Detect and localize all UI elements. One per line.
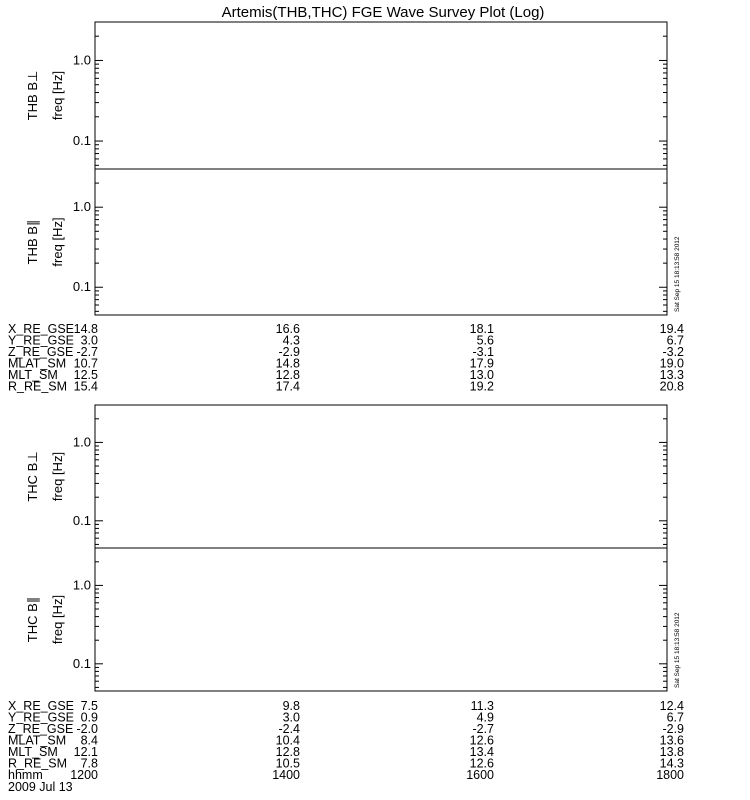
y-axis-label: freq [Hz] [50, 451, 65, 502]
ephemeris-value: 7.5 [80, 699, 98, 713]
y-axis-label: freq [Hz] [50, 594, 65, 645]
y-tick-label: 1.0 [72, 52, 91, 68]
ephemeris-value: 6.7 [666, 710, 684, 725]
ephemeris-value: 13.4 [469, 745, 494, 759]
ephemeris-value: 20.8 [659, 379, 684, 394]
panel-3 [25, 405, 667, 548]
ephemeris-value: 12.5 [73, 368, 98, 382]
ephemeris-name: Z_RE_GSE [8, 345, 74, 359]
panel-frame [95, 548, 667, 691]
ephemeris-name: MLAT_SM [8, 733, 67, 748]
ephemeris-name: MLT_SM [8, 368, 58, 382]
y-tick-label: 1.0 [72, 434, 91, 450]
ephemeris-value: 19.0 [659, 356, 684, 371]
ephemeris-value: 19.2 [469, 379, 494, 394]
ephemeris-row [8, 345, 684, 359]
ephemeris-value: 13.8 [659, 745, 684, 759]
panel-4 [25, 548, 667, 691]
ephemeris-value: 15.4 [73, 379, 98, 394]
ephemeris-value: 10.7 [73, 356, 98, 371]
panel-frame [95, 22, 667, 169]
ephemeris-value: 4.3 [282, 333, 300, 348]
ephemeris-row [8, 699, 684, 713]
ephemeris-value: 6.7 [666, 333, 684, 348]
y-tick-label: 0.1 [72, 655, 91, 671]
ephemeris-table-thc [8, 699, 684, 782]
timestamp-stamp-thb: Sat Sep 15 18:13:58 2012 [674, 236, 681, 312]
probe-label: THC B⊥ [25, 451, 40, 502]
ephemeris-row [8, 745, 684, 759]
ephemeris-value: 12.4 [659, 699, 684, 713]
ephemeris-value: 14.8 [73, 322, 98, 336]
ephemeris-value: 17.9 [469, 356, 494, 371]
ephemeris-value: 0.9 [80, 710, 98, 725]
figure-title: Artemis(THB,THC) FGE Wave Survey Plot (Log) [221, 4, 545, 21]
ephemeris-value: 4.9 [476, 710, 494, 725]
ephemeris-value: 1400 [272, 768, 300, 782]
ephemeris-name: X_RE_GSE [8, 322, 75, 336]
ephemeris-row [8, 734, 684, 748]
ephemeris-name: Y_RE_GSE [8, 333, 75, 348]
y-tick-label: 0.1 [72, 279, 91, 295]
ephemeris-value: 10.5 [275, 756, 300, 771]
ephemeris-value: 12.8 [275, 368, 300, 382]
ephemeris-name: MLAT_SM [8, 356, 67, 371]
ephemeris-value: -2.0 [76, 722, 98, 736]
ephemeris-row [8, 380, 684, 394]
ephemeris-value: 12.6 [469, 733, 494, 748]
ephemeris-name: R_RE_SM [8, 379, 68, 394]
ephemeris-value: 9.8 [282, 699, 300, 713]
ephemeris-value: 19.4 [659, 322, 684, 336]
y-tick-label: 0.1 [72, 133, 91, 149]
probe-label: THB B∥ [25, 219, 40, 265]
footer-date: 2009 Jul 13 [8, 780, 73, 794]
ephemeris-name: Y_RE_GSE [8, 710, 75, 725]
ephemeris-name: Z_RE_GSE [8, 722, 74, 736]
panel-2 [25, 169, 667, 315]
ephemeris-value: 12.8 [275, 745, 300, 759]
ephemeris-value: 17.4 [275, 379, 300, 394]
probe-label: THC B∥ [25, 596, 40, 643]
ephemeris-value: 14.3 [659, 756, 684, 771]
ephemeris-value: 7.8 [80, 756, 98, 771]
y-tick-label: 1.0 [72, 577, 91, 593]
ephemeris-value: -2.4 [278, 722, 300, 736]
y-tick-label: 0.1 [72, 512, 91, 528]
ephemeris-value: 13.6 [659, 733, 684, 748]
panel-frame [95, 405, 667, 548]
ephemeris-value: 10.4 [275, 733, 300, 748]
ephemeris-row [8, 711, 684, 725]
ephemeris-value: -2.7 [76, 345, 98, 359]
panel-frame [95, 169, 667, 315]
ephemeris-row [8, 768, 684, 782]
timestamp-stamp-thc: Sat Sep 15 18:13:58 2012 [674, 612, 681, 688]
ephemeris-value: 1800 [656, 768, 684, 782]
panel-1 [25, 22, 667, 169]
ephemeris-value: 3.0 [282, 710, 300, 725]
ephemeris-value: 3.0 [80, 333, 98, 348]
ephemeris-value: -2.7 [472, 722, 494, 736]
ephemeris-value: 1600 [466, 768, 494, 782]
ephemeris-value: 13.0 [469, 368, 494, 382]
ephemeris-value: 14.8 [275, 356, 300, 371]
ephemeris-value: 8.4 [80, 733, 98, 748]
probe-label: THB B⊥ [25, 70, 40, 121]
ephemeris-row [8, 368, 684, 382]
ephemeris-row [8, 722, 684, 736]
ephemeris-row [8, 757, 684, 771]
y-tick-label: 1.0 [72, 199, 91, 215]
ephemeris-value: 11.3 [470, 699, 494, 713]
ephemeris-value: -2.9 [662, 722, 684, 736]
ephemeris-value: 16.6 [275, 322, 300, 336]
ephemeris-row [8, 322, 684, 336]
ephemeris-value: -3.1 [472, 345, 494, 359]
ephemeris-name: MLT_SM [8, 745, 58, 759]
ephemeris-name: hhmm [8, 768, 43, 782]
ephemeris-name: X_RE_GSE [8, 699, 75, 713]
ephemeris-value: 18.1 [469, 322, 494, 336]
ephemeris-value: 13.3 [659, 368, 684, 382]
ephemeris-value: -2.9 [278, 345, 300, 359]
ephemeris-name: R_RE_SM [8, 756, 68, 771]
ephemeris-value: 12.6 [469, 756, 494, 771]
ephemeris-row [8, 334, 684, 348]
ephemeris-table-thb [8, 322, 684, 394]
ephemeris-value: 12.1 [73, 745, 98, 759]
ephemeris-value: 5.6 [476, 333, 494, 348]
ephemeris-value: 1200 [70, 768, 98, 782]
ephemeris-row [8, 357, 684, 371]
panels-group [25, 22, 667, 691]
y-axis-label: freq [Hz] [50, 217, 65, 267]
ephemeris-value: -3.2 [662, 345, 684, 359]
y-axis-label: freq [Hz] [50, 70, 65, 121]
